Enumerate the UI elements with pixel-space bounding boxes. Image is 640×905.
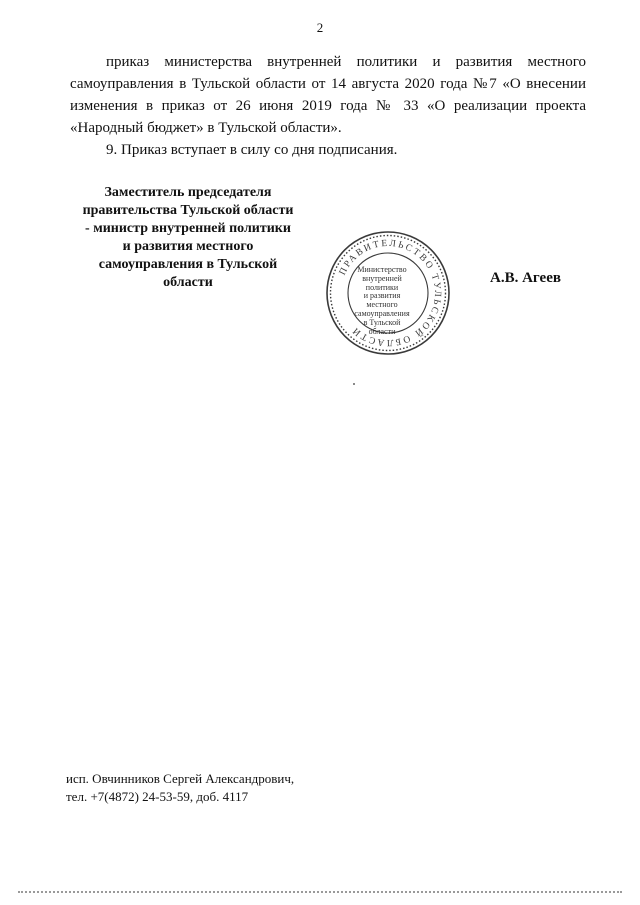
signer-position-line: и развития местного: [122, 239, 254, 254]
seal-center-line: в Тульской: [363, 317, 401, 327]
signer-position-line: Заместитель председателя: [104, 185, 272, 200]
paragraph-effective-date: 9. Приказ вступает в силу со дня подписания.: [106, 142, 398, 158]
seal-ring-textpath: ПРАВИТЕЛЬСТВО ТУЛЬСКОЙ ОБЛАСТИ: [337, 238, 443, 348]
seal-center-line: политики: [365, 282, 399, 292]
executor-info: [66, 770, 294, 806]
executor-phone: тел. +7(4872) 24-53-59, доб. 4117: [66, 789, 249, 804]
seal-center-line: области: [368, 326, 396, 336]
seal-center-line: и развития: [363, 291, 401, 301]
scan-bottom-edge: [18, 891, 622, 893]
executor-name: исп. Овчинников Сергей Александрович,: [66, 771, 295, 786]
seal-center-text: [352, 266, 412, 336]
seal-center-line: Министерство: [357, 265, 407, 274]
signer-position-line: области: [163, 275, 213, 290]
page-number: 2: [316, 20, 324, 35]
signer-name: А.В. Агеев: [490, 270, 561, 286]
scan-speck: [353, 383, 355, 385]
signer-position: [66, 184, 310, 292]
signer-position-line: правительства Тульской области: [82, 203, 294, 218]
document-body: [70, 51, 586, 161]
signer-position-line: - министр внутренней политики: [85, 221, 291, 236]
signer-position-line: самоуправления в Тульской: [98, 257, 278, 272]
seal-center-line: самоуправления: [354, 308, 410, 318]
seal-center-line: внутренней: [362, 273, 402, 283]
paragraph-order-reference: приказ министерства внутренней политики и развития местного самоуправления в Тульской области от 14 августа 2020 года №7 «О внесении изменения в приказ от 26 июня 2019 года № 33 «О реализации проекта «Народный бюджет» в Тульской области».: [70, 54, 586, 136]
seal-center-line: местного: [366, 300, 398, 310]
